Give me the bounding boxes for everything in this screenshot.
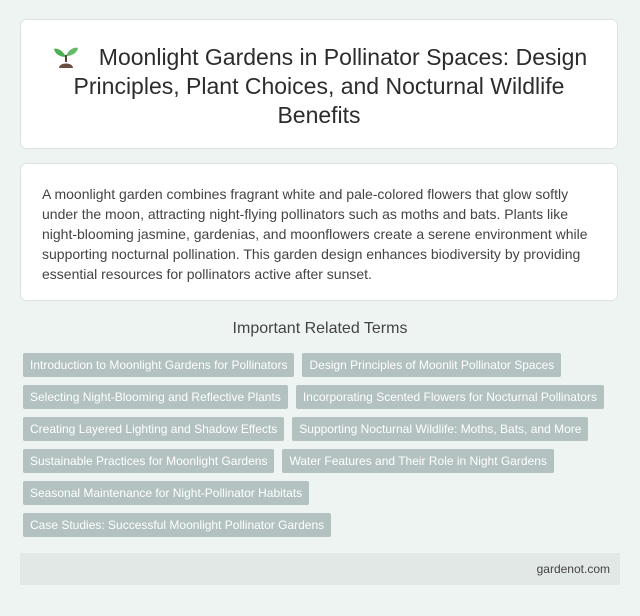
- term-tag[interactable]: Water Features and Their Role in Night Gardens: [282, 449, 553, 473]
- sprout-icon: [51, 44, 81, 68]
- related-terms-list: [23, 353, 619, 545]
- term-tag[interactable]: Incorporating Scented Flowers for Nocturnal Pollinators: [296, 385, 604, 409]
- term-tag[interactable]: Creating Layered Lighting and Shadow Effects: [23, 417, 284, 441]
- term-tag[interactable]: Sustainable Practices for Moonlight Gardens: [23, 449, 274, 473]
- title-card: [20, 19, 618, 149]
- term-tag[interactable]: Seasonal Maintenance for Night-Pollinator Habitats: [23, 481, 309, 505]
- site-name[interactable]: gardenot.com: [536, 562, 610, 576]
- summary-card: [20, 163, 618, 301]
- footer: [20, 553, 620, 585]
- term-tag[interactable]: Selecting Night-Blooming and Reflective Plants: [23, 385, 288, 409]
- term-tag[interactable]: Case Studies: Successful Moonlight Pollinator Gardens: [23, 513, 331, 537]
- page-title: [41, 43, 597, 130]
- term-tag[interactable]: Introduction to Moonlight Gardens for Pollinators: [23, 353, 294, 377]
- term-tag[interactable]: Supporting Nocturnal Wildlife: Moths, Bats, and More: [292, 417, 588, 441]
- summary-text: A moonlight garden combines fragrant white and pale-colored flowers that glow softly under the moon, attracting night-flying pollinators such as moths and bats. Plants like night-blooming jasmine, gardenias, and moonflowers create a serene environment while supporting nocturnal pollination. This garden design enhances biodiversity by providing essential resources for pollinators active after sunset.: [42, 186, 588, 282]
- term-tag[interactable]: Design Principles of Moonlit Pollinator Spaces: [302, 353, 561, 377]
- related-terms-heading: Important Related Terms: [232, 320, 408, 337]
- title-text: Moonlight Gardens in Pollinator Spaces: Design Principles, Plant Choices, and Nocturnal Wildlife Benefits: [73, 44, 588, 128]
